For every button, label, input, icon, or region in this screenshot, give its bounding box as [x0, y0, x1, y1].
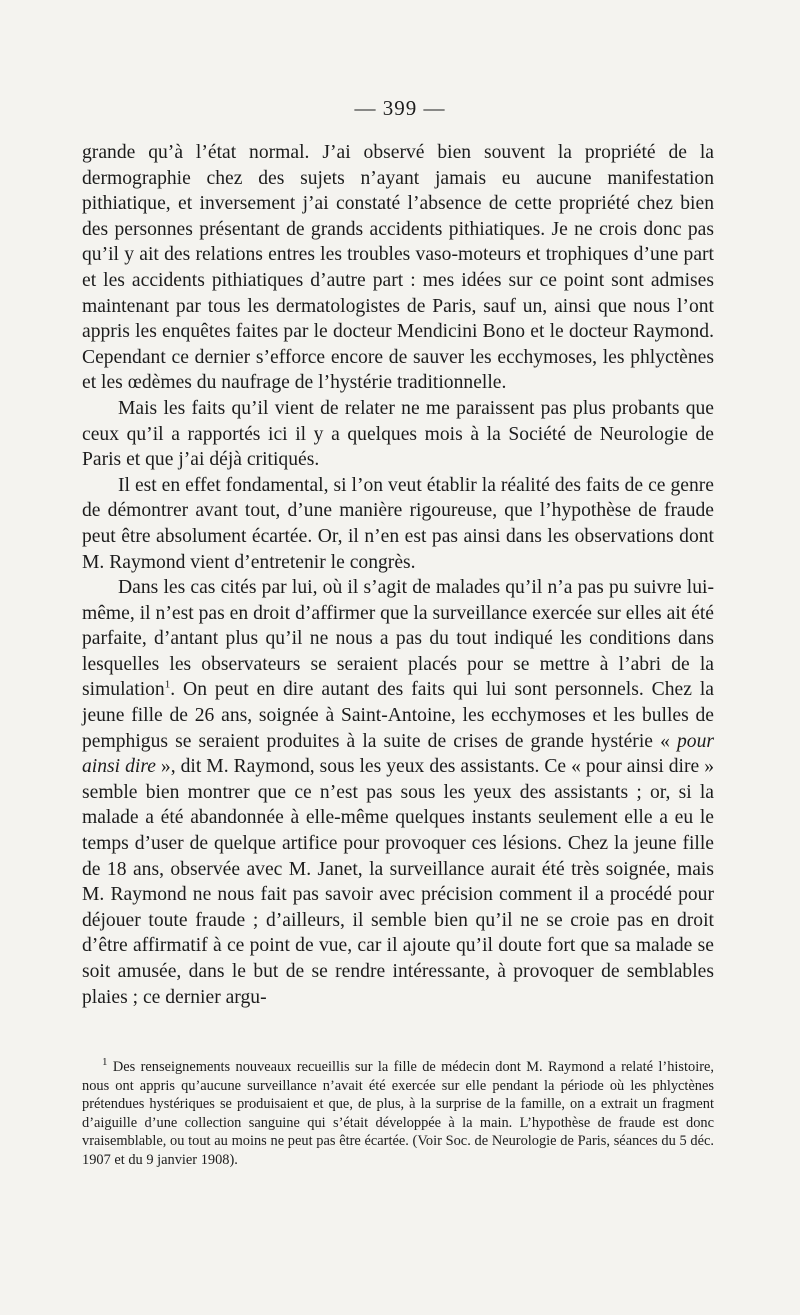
- footnote-reference: 1: [164, 678, 171, 691]
- page-number: — 399 —: [354, 96, 446, 120]
- paragraph-4-part-b: . On peut en dire autant des faits qui lui sont personnels. Chez la jeune fille de 26 ans, soignée à Saint-Antoine, les ecchymoses et les bulles de pemphigus se seraient produites à la suite de crises de grande hystérie «: [82, 679, 714, 752]
- paragraph-3: Il est en effet fondamental, si l’on veut établir la réalité des faits de ce genre de démontrer avant tout, d’une manière rigoureuse, que l’hypothèse de fraude peut être absolument écartée. Or, il n’en est pas ainsi dans les observations dont M. Raymond vient d’entretenir le congrès.: [82, 474, 714, 573]
- body-text: [82, 140, 714, 1010]
- footnote-body: Des renseignements nouveaux recueillis sur la fille de médecin dont M. Raymond a relaté l’histoire, nous ont appris qu’aucune surveillance n’avait été exercée sur elle pendant la période où les phlyctènes prétendues hystériques se produisaient et que, de plus, à la surprise de la famille, on a extrait un fragment d’aiguille d’une collection sanguine qui s’était développée à la main. L’hypothèse de fraude est donc vraisemblable, ou tout au moins ne peut pas être écartée. (Voir Soc. de Neurologie de Paris, séances du 5 déc. 1907 et du 9 janvier 1908).: [82, 1059, 714, 1168]
- paragraph-2: Mais les faits qu’il vient de relater ne me paraissent pas plus probants que ceux qu’il a rapportés ici il y a quelques mois à la Société de Neurologie de Paris et que j’ai déjà critiqués.: [82, 397, 714, 471]
- paragraph-4-part-a: Dans les cas cités par lui, où il s’agit de malades qu’il n’a pas pu suivre lui-même, il n’est pas en droit d’affirmer que la surveillance exercée sur elles ait été parfaite, d’antant plus qu’il ne nous a pas du tout indiqué les conditions dans lesquelles les observateurs se seraient placés pour se mettre à l’abri de la simulation: [82, 577, 714, 701]
- footnote: [82, 1058, 714, 1170]
- footnote-marker: 1: [102, 1056, 108, 1069]
- paragraph-4-part-c: », dit M. Raymond, sous les yeux des assistants. Ce « pour ainsi dire » semble bien montrer que ce n’est pas sous les yeux des assistants ; or, si la malade a été abandonnée à elle-même quelques instants seulement elle a eu le temps d’user de quelque artifice pour provoquer ces lésions. Chez la jeune fille de 18 ans, observée avec M. Janet, la surveillance aurait été très soignée, mais M. Raymond ne nous fait pas savoir avec précision comment il a procédé pour déjouer toute fraude ; d’ailleurs, il semble bien qu’il ne se croie pas en droit d’être affirmatif à ce point de vue, car il ajoute qu’il doute fort que sa malade se soit amusée, dans le but de se rendre intéressante, à provoquer de semblables plaies ; ce dernier argu-: [82, 756, 715, 1008]
- italic-phrase: pour ainsi dire: [82, 730, 714, 778]
- paragraph-1: grande qu’à l’état normal. J’ai observé bien souvent la propriété de la dermographie chez des sujets n’ayant jamais eu aucune manifestation pithiatique, et inversement j’ai constaté l’absence de cette propriété chez bien des personnes présentant de grands accidents pithiatiques. Je ne crois donc pas qu’il y ait des relations entres les troubles vaso-moteurs et trophiques d’une part et les accidents pithiatiques d’autre part : mes idées sur ce point sont admises maintenant par tous les dermatologistes de Paris, sauf un, ainsi que nous l’ont appris les enquêtes faites par le docteur Mendicini Bono et le docteur Raymond. Cependant ce dernier s’efforce encore de sauver les ecchymoses, les phlyctènes et les œdèmes du naufrage de l’hystérie traditionnelle.: [82, 142, 714, 394]
- footnote-text: [82, 1058, 714, 1170]
- paragraph-4: [82, 575, 714, 1010]
